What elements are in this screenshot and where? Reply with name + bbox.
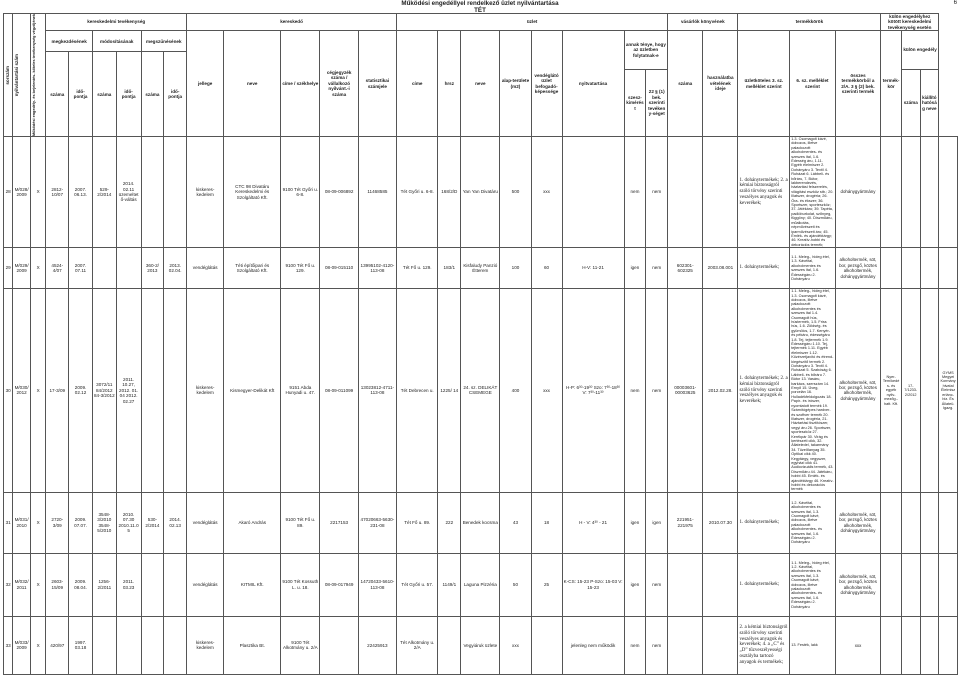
group-uzlet: üzlet	[397, 14, 668, 31]
hdr-mod-ido: idő-pontja	[116, 52, 141, 137]
cell-vk-szama: 00003601- 00003625	[668, 289, 703, 493]
cell-uzletkoteles: 1. dohánytermékek; 2. a kémiai biztonságról szóló törvény szerinti veszélyes anyagok és keverékek;	[738, 289, 790, 493]
cell-jellege: vendéglátás	[187, 248, 224, 289]
cell-vk-szama	[668, 553, 703, 616]
cell-megsz-ido	[164, 136, 187, 247]
cell-befogado: 25	[531, 553, 562, 616]
table-row	[4, 553, 958, 616]
cell-megsz-szama	[141, 136, 164, 247]
cell-vk-szama	[668, 616, 703, 674]
cell-cime: 9100 Tét Fő u. 89.	[281, 492, 320, 553]
cell-uzlet-cime: Tét Fő u. 129.	[397, 248, 438, 289]
cell-ke-ido	[920, 492, 939, 553]
cell-neve: CTC 98 Divatáru Kereskedelmi és Szolgáltató Kft.	[224, 136, 281, 247]
cell-statisztikai: 22425913	[358, 616, 396, 674]
cell-vk-ido	[703, 136, 738, 247]
cell-jellege: kiskeres-kedelem	[187, 289, 224, 493]
cell-megk-ido: 2007. 06.13.	[69, 136, 93, 247]
cell-szesz: nem	[624, 289, 646, 493]
hdr-modositasanak: módosításának	[92, 31, 141, 52]
cell-termekkor	[881, 492, 902, 553]
cell-kiallito	[939, 248, 958, 289]
cell-befogado: xxx	[531, 289, 562, 493]
cell-jellege: vendéglátás	[187, 553, 224, 616]
cell-alapterulet: 50	[500, 553, 531, 616]
cell-x: X	[30, 248, 46, 289]
table-row	[4, 248, 958, 289]
cell-alapterulet: 100	[500, 248, 531, 289]
cell-cegjegyzek: 08-09-017949	[320, 553, 358, 616]
hdr-neve: neve	[224, 31, 281, 137]
cell-ke-szama	[901, 616, 920, 674]
cell-megk-ido: 1997. 03.18	[69, 616, 93, 674]
cell-uzlet-neve: 24. sz. DELIKÁT CSEMEGE	[461, 289, 500, 493]
page-number: 6	[953, 0, 957, 6]
cell-par22: nem	[646, 248, 668, 289]
cell-megk-szama: 17-3/09	[46, 289, 69, 493]
cell-x: X	[30, 136, 46, 247]
cell-mod-ido	[116, 248, 141, 289]
cell-cegjegyzek: 08-09-011099	[320, 289, 358, 493]
cell-mod-szama	[92, 616, 116, 674]
hdr-megszunesenek: megszűnésének	[141, 31, 187, 52]
cell-mod-ido: 2011. 03.23	[116, 553, 141, 616]
cell-uzletkoteles: 2. a kémiai biztonságról szóló törvény szerinti veszélyes anyagok és keverékek; 4. a „C” és „D” tűzveszélyességi osztályba tartozó anyagok és termékek;	[738, 616, 790, 674]
cell-megk-szama: 2603- 15/09	[46, 553, 69, 616]
group-vasarlok: vásárlók könyvének	[668, 14, 738, 31]
cell-szesz: igen	[624, 492, 646, 553]
cell-termekkor: Nyer-Tem/kedés- és egyéb nyilv- mezőg.-hatt. Kft.	[881, 289, 902, 493]
cell-kiallito	[939, 616, 958, 674]
cell-nyitva: H - V: 4³⁰ - 21	[562, 492, 624, 553]
group-keresk-tev: kereskedelmi tevékenység	[46, 14, 187, 31]
cell-hrsz: 168/2/D	[438, 136, 461, 247]
cell-osszes: xxx	[835, 616, 881, 674]
document-title-main: Működési engedéllyel rendelkező üzlet nyilvántartása	[401, 0, 559, 7]
cell-megsz-szama: 360-2/ 2013	[141, 248, 164, 289]
cell-hrsz: 1225/ 14	[438, 289, 461, 493]
cell-megk-ido: 2009. 08.04.	[69, 553, 93, 616]
cell-kiallito	[939, 492, 958, 553]
cell-ke-szama	[901, 248, 920, 289]
cell-osszes: alkoholtermék, söt, bor, pezsgő, köztes alkoholtermék, dohánygyártmány	[835, 289, 881, 493]
cell-x: X	[30, 553, 46, 616]
register-table	[3, 13, 958, 675]
hdr-annak-tenye: annak ténye, hogy az üzletben folytatnak-e	[624, 31, 668, 70]
cell-statisztikai: 13995102-4120-113-08	[358, 248, 396, 289]
cell-sorszam: 29	[4, 248, 13, 289]
cell-statisztikai: 11468585	[358, 136, 396, 247]
cell-vk-szama	[668, 136, 703, 247]
cell-mod-ido: 2014. 02.11 üzemeltető-váltás	[116, 136, 141, 247]
hdr-cime: címe / székhelye	[281, 31, 320, 137]
hdr-vendeglatoi: vendéglátó üzlet befogadó-képessége	[531, 31, 562, 137]
cell-par22: igen	[646, 492, 668, 553]
document-title-settlement: TÉT	[474, 7, 486, 14]
cell-sorszam: 33	[4, 616, 13, 674]
hdr-uzlet-neve: neve	[461, 31, 500, 137]
cell-x: X	[30, 289, 46, 493]
cell-osszes: dohánygyártmány	[835, 136, 881, 247]
cell-neve: Akaró András	[224, 492, 281, 553]
cell-ke-szama	[901, 492, 920, 553]
cell-hrsz	[438, 616, 461, 674]
cell-melleklet6: 1.2. Kávéital, alkoholmentes és szeszes ital, 1.3. Csomagolt kávé, dobozos, illetve palackozott alkoholmentes- és szeszes ital, 1.6. Édességáru 2. Dohányáru	[790, 492, 836, 553]
cell-ke-ido	[920, 616, 939, 674]
hdr-megk-szama: száma	[46, 52, 69, 137]
hdr-uzlet-cime: címe	[397, 31, 438, 137]
cell-ke-szama	[901, 553, 920, 616]
hdr-jellege: jellege	[187, 31, 224, 137]
hdr-kiallito: kiállító hatóság neve	[920, 69, 939, 136]
cell-nyilv: M/029/ 2009	[13, 248, 31, 289]
cell-melleklet6: 1.1. Meleg-, hideg étel, 1.3. Kávéital, alkoholmentes és szeszes ital, 1.6. Édességáru 2. Dohányáru	[790, 248, 836, 289]
table-row	[4, 492, 958, 553]
hdr-mod-szama: száma	[92, 52, 116, 137]
cell-uzlet-neve: Vegyiáruk üzlete	[461, 616, 500, 674]
cell-neve: Plasztika Bt.	[224, 616, 281, 674]
cell-statisztikai: 14720433-5610-113-08	[358, 553, 396, 616]
cell-cime: 9151 Abda Hunyadi u. 47.	[281, 289, 320, 493]
cell-sorszam: 30	[4, 289, 13, 493]
cell-kiallito	[939, 136, 958, 247]
hdr-alapterulete: alap-területe (m2)	[500, 31, 531, 137]
table-row	[4, 136, 958, 247]
cell-ke-ido	[920, 248, 939, 289]
hdr-uzletkoteles: üzletköteles 3. sz. melléklet szerint	[738, 31, 790, 137]
cell-melleklet6: 1.1. Meleg-, hideg étel, 1.2. Kávéital, alkoholmentes és szeszes ital, 1.3. Csomagolt kávé, dobozos, illetve palackozott alkoholmentes- és szeszes ital, 1.6. Édességáru 2. Dohányáru	[790, 553, 836, 616]
cell-alapterulet: 500	[500, 136, 531, 247]
document-title	[0, 0, 960, 14]
hdr-megsz-ido: idő-pontja	[164, 52, 187, 137]
cell-hrsz: 183/1	[438, 248, 461, 289]
cell-hrsz: 1149/1	[438, 553, 461, 616]
cell-megsz-ido	[164, 553, 187, 616]
cell-termekkor	[881, 136, 902, 247]
hdr-termekkor: termék-kör	[881, 31, 902, 137]
cell-ke-szama	[901, 136, 920, 247]
cell-ke-ido	[920, 136, 939, 247]
cell-vk-szama: 221951- 221975	[668, 492, 703, 553]
hdr-megk-ido: idő-pontja	[69, 52, 93, 137]
cell-cime: 9100 Tét Kossuth L. u. 18.	[281, 553, 320, 616]
cell-megk-szama: 2720- 3/09	[46, 492, 69, 553]
cell-megk-ido: 2007. 07.11	[69, 248, 93, 289]
cell-mod-szama: 3072/11 84/2012 84-3/2012	[92, 289, 116, 493]
hdr-vk-szama: száma	[668, 31, 703, 137]
cell-ke-szama: 17-7/1233-2/2012	[901, 289, 920, 493]
cell-ke-ido	[920, 553, 939, 616]
cell-megsz-szama	[141, 289, 164, 493]
cell-uzlet-cime: Tét Debrecen u.	[397, 289, 438, 493]
cell-melleklet6: 1.3. Csomagolt kávé, dobozos, illetve palackozott alkoholmentes- és szeszes ital, 1.6. Édesség áru, 1.11. Egyéb élelmiszer 2. Dohányáru 3. Textil 4. Ruházat 6. Lábbeli- és bőráru, 7. Bútor, lakberendezés, háztartási felszerelés, világítási eszköz stb.; 20. Illatszer, drogéria; 26. Óra- és ékszer; 36. Sportszer, sporteszköz; 37. Játékáru; 39. Tapéta, padlóburkolat, szőnyeg, függöny; 40. Díszműáru, műalkotás, népművészeti és iparművészeti áru; 45. Emlék- és ajándéktárgy; 46. Kreatív-hobbi és dekorációs termék;	[791, 136, 834, 247]
cell-mod-szama: 3548- 3/2010 3548- 5/2010	[92, 492, 116, 553]
cell-uzlet-cime: Tét Alkotmány u. 2/A	[397, 616, 438, 674]
cell-vk-ido: 2010.07.30	[703, 492, 738, 553]
hdr-osszes: összes termékkörből a 2/A. 3 § (2) bek. szerinti termék	[835, 31, 881, 137]
cell-vk-ido: 2012.02.28.	[703, 289, 738, 493]
cell-osszes: alkoholtermék, söt, bor, pezsgő, köztes alkoholtermék, dohánygyártmány	[835, 248, 881, 289]
hdr-statisztikai: statisztikai számjele	[358, 31, 396, 137]
cell-nyilv: M/031/ 2010	[13, 492, 31, 553]
cell-cime: 9100 Tét Alkotmány u. 2/A	[281, 616, 320, 674]
cell-mod-szama: 529- 2/2014	[92, 136, 116, 247]
table-row	[4, 289, 958, 493]
cell-mod-szama	[92, 248, 116, 289]
cell-x: X	[30, 616, 46, 674]
cell-mod-szama: 1256- 2/2011	[92, 553, 116, 616]
cell-nyilv: M/028/ 2009	[13, 136, 31, 247]
hdr-kulon-engedely: külön engedély	[901, 31, 938, 70]
cell-jellege: vendéglátás	[187, 492, 224, 553]
cell-megsz-ido	[164, 616, 187, 674]
register-rows	[4, 136, 958, 674]
cell-sorszam: 31	[4, 492, 13, 553]
cell-megsz-ido: 2014. 02.13	[164, 492, 187, 553]
cell-nyitva: K-CS: 15-23 P-Szo: 15-03 V: 15-23	[562, 553, 624, 616]
cell-termekkor	[881, 248, 902, 289]
cell-megk-szama: 2812- 10/07	[46, 136, 69, 247]
cell-nyilv: M/033/ 2009	[13, 616, 31, 674]
cell-befogado: xxx	[531, 136, 562, 247]
hdr-megsz-szama: száma	[141, 52, 164, 137]
group-termekkorok: termékkörök	[738, 14, 881, 31]
cell-sorszam: 32	[4, 553, 13, 616]
group-kulon: külön engedélyhez kötött kereskedelmi tevékenység esetén	[881, 14, 939, 31]
hdr-cegjegyzek: cégjegyzék száma / vállalkozó nyilvánt.-i száma	[320, 31, 358, 137]
cell-uzlet-neve: Benedek kocsma	[461, 492, 500, 553]
cell-szesz: nem	[624, 136, 646, 247]
cell-alapterulet: 400	[500, 289, 531, 493]
cell-statisztikai: 13023812-4711-113-08	[358, 289, 396, 493]
cell-nyilv: M/032/ 2011	[13, 553, 31, 616]
cell-megk-szama: 420/97	[46, 616, 69, 674]
cell-cegjegyzek: 2217153	[320, 492, 358, 553]
cell-ke-ido	[920, 289, 939, 493]
cell-par22: nem	[646, 136, 668, 247]
cell-uzletkoteles: 1. dohánytermékek;	[738, 492, 790, 553]
col-mukodesi: Működési engedély- és bejelentés- köteles tevékenység végzőjének	[30, 14, 46, 137]
cell-x: X	[30, 492, 46, 553]
cell-termekkor	[881, 553, 902, 616]
cell-jellege: kiskeres-kedelem	[187, 616, 224, 674]
cell-melleklet6: 1.1. Meleg-, hideg étel, 1.3. Csomagolt kávé, dobozos, illetve palackozott alkoholmentes és szeszes ital 1.4. Csomagolt hús, hústermék, 1.5. Friss hús, 1.6. Zöldség- és gyümölcs, 1.7. Kenyér- és pékáru, édességáru 1.8. Tej, tejtermék 1.9. Édességáru 1.10. Tej, tejtermék 1.11. Egyéb élelmiszer 1.12. Közérzetjavító és étrend-kiegészítő termék 2. Dohányáru 3. Textil 4. Ruházat 5. Szabóság 6. Lábbeli- és bőráru 7. Bútor 13. Vasáru, barkács, szerszám 14. Ernyő 15. Üveg, porcelán 16. Hulladékfeldolgozás 18. Papír- és írószer, nyomtatott termék 19. Számítógépes hardver- és szoftver termék 20. Illatszer, drogéria, 21. Háztartási tisztítószer, vegyi áru 26. Sportszer, sporteszköz 27. Kerékpár 30. Virág és kertészeti cikk, 32. Állateledel, takarmány 34. Tüzelőanyag 35. Optikai cikk 40. Kegytárgy, vegyszer, egyházi cikk 41. Audiovizuális termék, 43. Díszműáru 44. Játékáru, hobbi 45. Emlék- és ajándéktárgy 46. Kreatív-hobbi és dekorációs termék	[791, 289, 834, 492]
cell-alapterulet: xxx	[500, 616, 531, 674]
cell-szesz: nem	[624, 616, 646, 674]
cell-nyilv: M/030/ 2012	[13, 289, 31, 493]
cell-par22: nem	[646, 616, 668, 674]
cell-osszes: alkoholtermék, söt, bor, pezsgő, köztes alkoholtermék, dohánygyártmány	[835, 492, 881, 553]
cell-megk-szama: 4524- 4/07	[46, 248, 69, 289]
cell-statisztikai: 47020663-5630-231-08	[358, 492, 396, 553]
hdr-hrsz: hrsz	[438, 31, 461, 137]
cell-cime: 9100 Tét Fő u. 129.	[281, 248, 320, 289]
cell-par22: nem	[646, 289, 668, 493]
cell-kiallito	[939, 553, 958, 616]
cell-nyitva: H-V: 11-21	[562, 248, 624, 289]
cell-uzletkoteles: 1. dohánytermékek; 2. a kémiai biztonságról szóló törvény szerinti veszélyes anyagok és keverékek;	[738, 136, 790, 247]
cell-sorszam: 28	[4, 136, 13, 247]
cell-uzlet-neve: Kisfaludy Panzió Étterem	[461, 248, 500, 289]
cell-megsz-szama	[141, 616, 164, 674]
cell-alapterulet: 43	[500, 492, 531, 553]
cell-szesz: igen	[624, 553, 646, 616]
cell-cegjegyzek: 08-09-015110	[320, 248, 358, 289]
cell-nyitva	[562, 136, 624, 247]
cell-nyitva: H-P: 6³⁰-19³⁰ Szo: 7³⁰-18³⁰ V: 7³⁰-11³⁰	[562, 289, 624, 493]
cell-vk-szama: 602301- 602325	[668, 248, 703, 289]
cell-par22: nem	[646, 553, 668, 616]
cell-megk-ido: 2009. 07.07.	[69, 492, 93, 553]
col-nyilv: nyilvántartási szám	[13, 14, 31, 137]
cell-vk-ido: 2003.08.001	[703, 248, 738, 289]
cell-mod-ido: 2011. 10.27, 2012. 01. 04 2012. 02.27	[116, 289, 141, 493]
cell-vk-ido	[703, 553, 738, 616]
hdr-ke-szama: száma	[901, 69, 920, 136]
cell-neve: Téti építőipari és Szolgáltató Kft.	[224, 248, 281, 289]
cell-megsz-szama	[141, 553, 164, 616]
cell-megsz-ido: 2013. 02.04.	[164, 248, 187, 289]
cell-uzletkoteles: 1. dohánytermékek;	[738, 553, 790, 616]
cell-uzlet-neve: Laguna Pizzéria	[461, 553, 500, 616]
cell-kiallito: GYMS Megyei Kormányhivatal Élelmiszerlánc- biz. És Állateü. Igazg.	[939, 289, 958, 493]
cell-termekkor	[881, 616, 902, 674]
cell-befogado	[531, 616, 562, 674]
cell-szesz: igen	[624, 248, 646, 289]
cell-cegjegyzek: 08-09-006892	[320, 136, 358, 247]
cell-melleklet6: 13. Festék, lakk	[790, 616, 836, 674]
cell-uzlet-cime: Tét Győri u. 57.	[397, 553, 438, 616]
cell-uzlet-cime: Tét Győri u. 6-8.	[397, 136, 438, 247]
hdr-nyitvatartasa: nyitvatartása	[562, 31, 624, 137]
cell-neve: KITMIL Kft.	[224, 553, 281, 616]
hdr-szeszkimeres: szesz-kimérést	[624, 69, 646, 136]
col-sorszam: sorszám	[4, 14, 13, 137]
cell-osszes: alkoholtermék, söt, bor, pezsgő, köztes alkoholtermék, dohánygyártmány	[835, 553, 881, 616]
hdr-par22: 22 § (1) bek. szerinti tevékeny-séget	[646, 69, 668, 136]
cell-megsz-ido	[164, 289, 187, 493]
cell-jellege: kiskeres-kedelem	[187, 136, 224, 247]
cell-mod-ido: 2010. 07.30 2010.11.05	[116, 492, 141, 553]
cell-megk-ido: 2009. 02.12	[69, 289, 93, 493]
cell-mod-ido	[116, 616, 141, 674]
cell-uzletkoteles: 1. dohánytermékek;	[738, 248, 790, 289]
cell-befogado: 18	[531, 492, 562, 553]
cell-befogado: 60	[531, 248, 562, 289]
hdr-vk-hasznalatba: használatba vételének ideje	[703, 31, 738, 137]
cell-hrsz: 222	[438, 492, 461, 553]
cell-vk-ido	[703, 616, 738, 674]
cell-cime: 9100 Tét Győri u. 6-8.	[281, 136, 320, 247]
cell-uzlet-neve: Yan Yan Divatáru	[461, 136, 500, 247]
cell-nyitva: jelenleg nem működik	[562, 616, 624, 674]
cell-megsz-szama: 530- 2/2014	[141, 492, 164, 553]
cell-uzlet-cime: Tét Fő u. 89.	[397, 492, 438, 553]
cell-neve: Kismegyer-Delikát Kft	[224, 289, 281, 493]
hdr-melleklet6: 6. sz. melléklet szerint	[790, 31, 836, 137]
group-kereskedo: kereskedő	[187, 14, 397, 31]
table-row	[4, 616, 958, 674]
cell-cegjegyzek	[320, 616, 358, 674]
hdr-megkezdesenek: megkezdésének	[46, 31, 93, 52]
